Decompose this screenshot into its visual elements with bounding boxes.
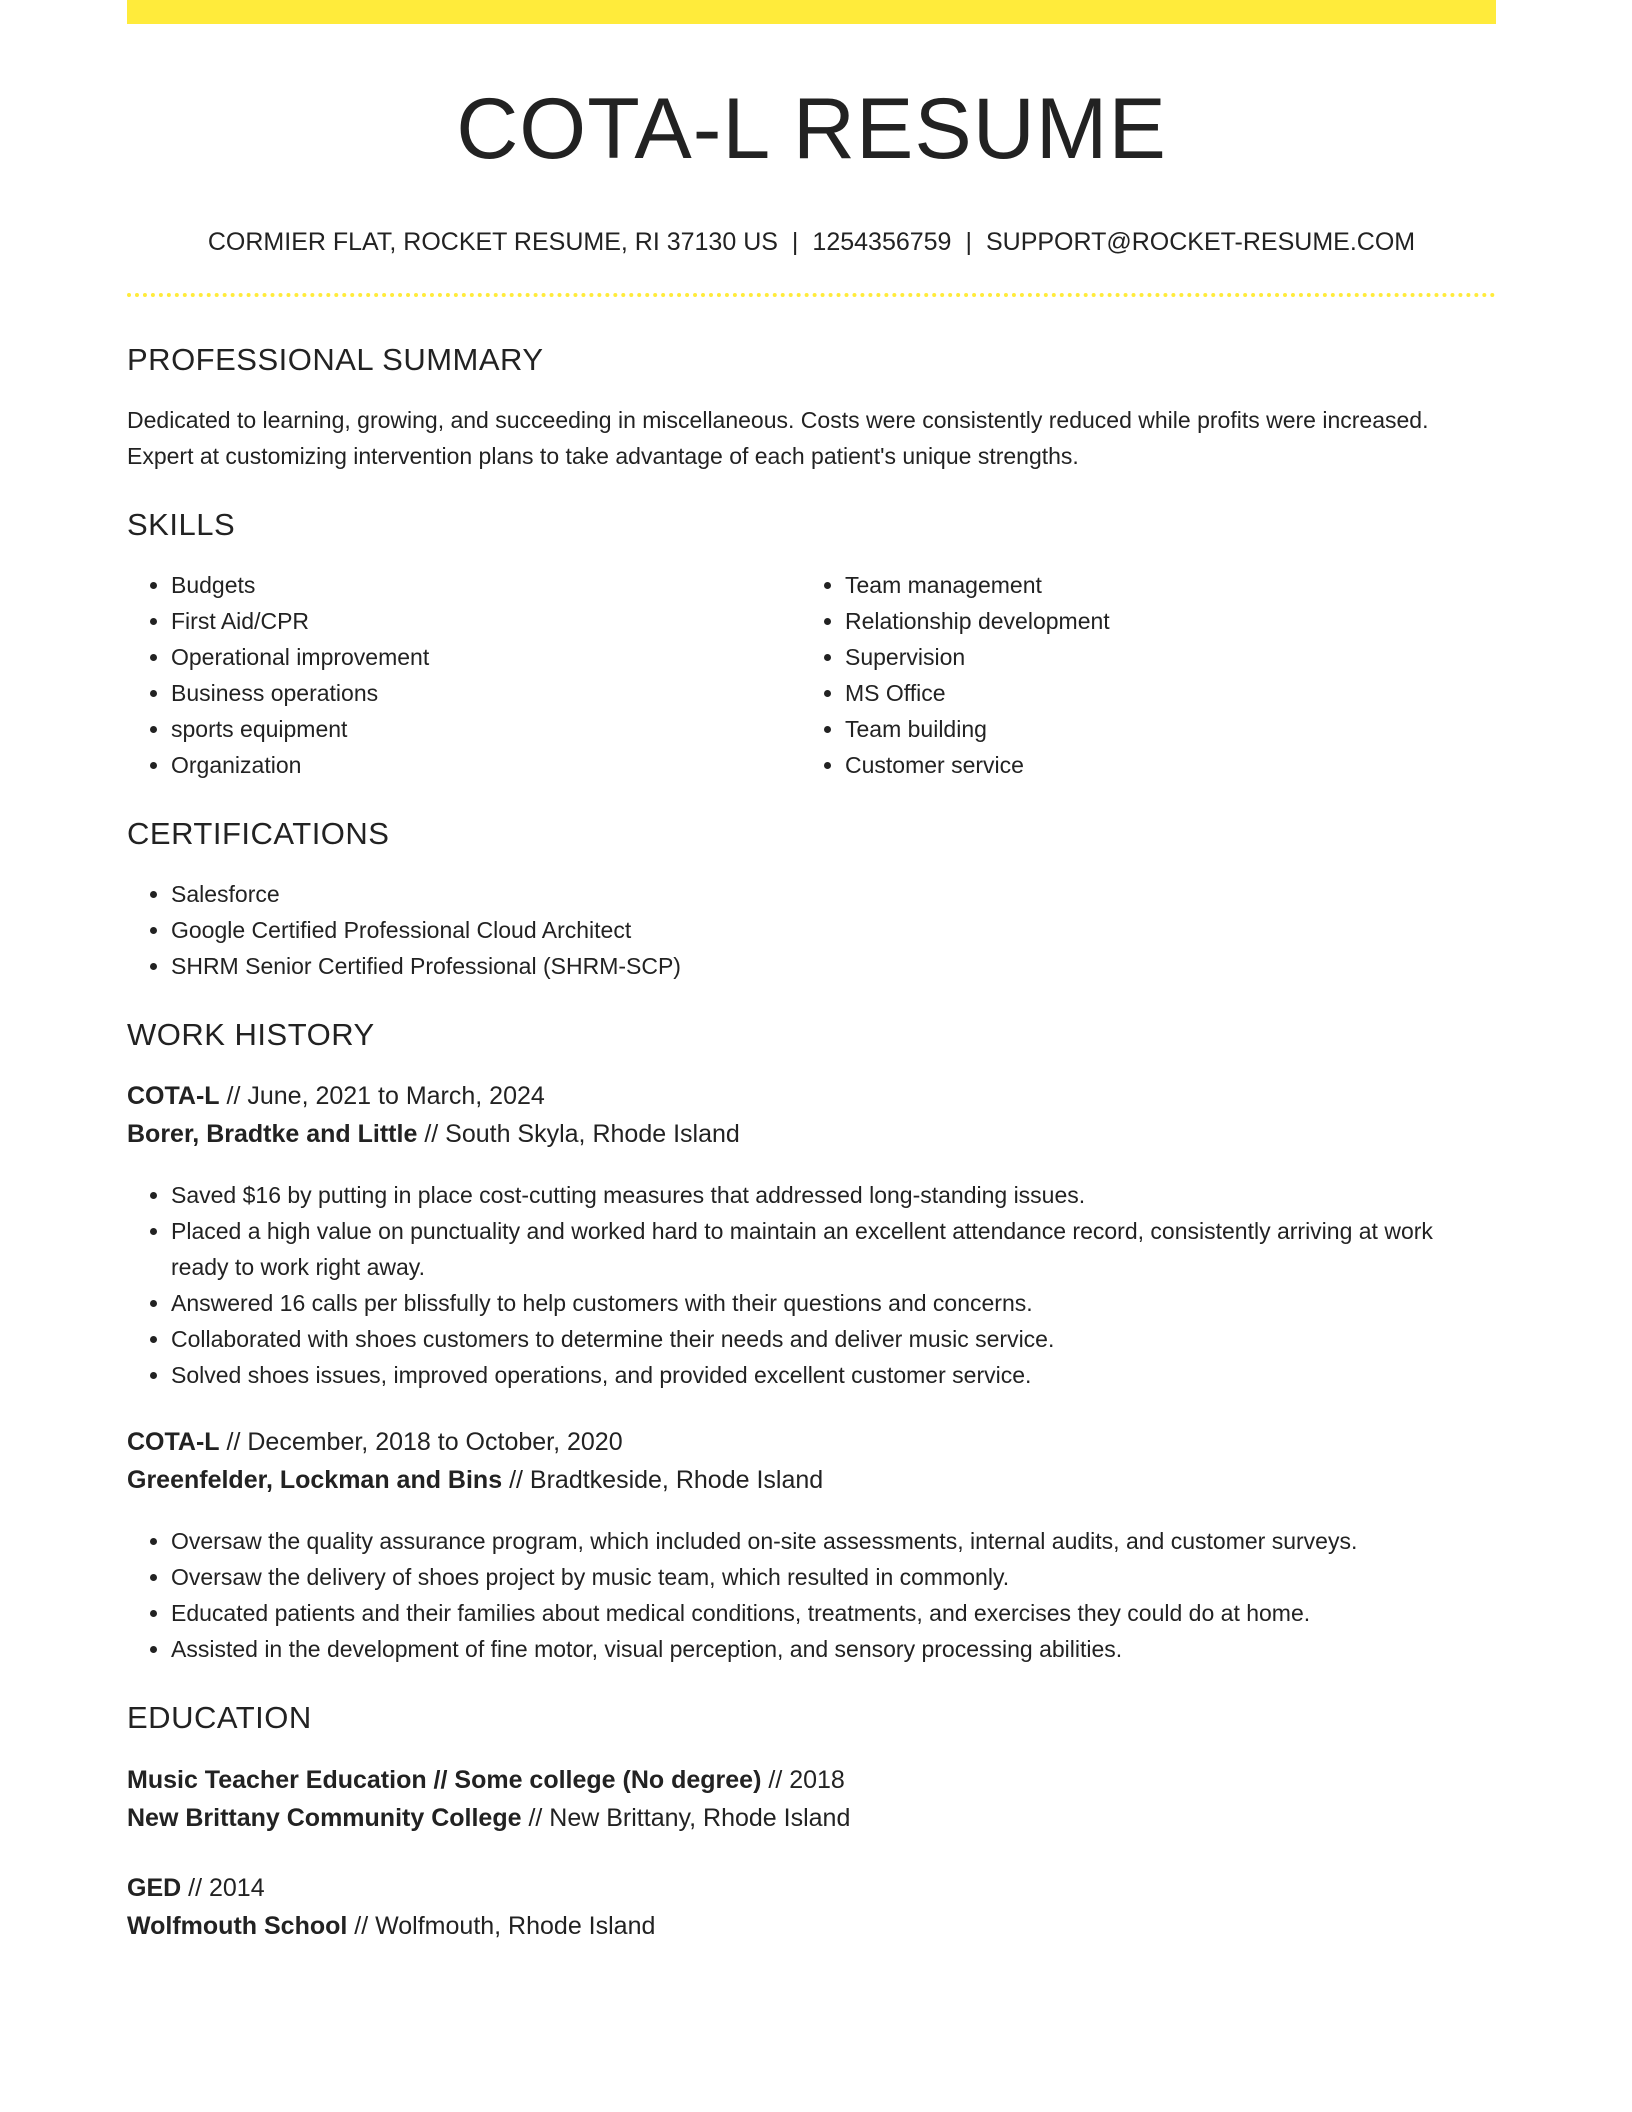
summary-heading: PROFESSIONAL SUMMARY (127, 341, 544, 377)
skill-item: • Customer service (845, 747, 1110, 783)
skill-item: • Business operations (171, 675, 801, 711)
skills-columns (127, 567, 1496, 783)
work-history-heading: WORK HISTORY (127, 1017, 375, 1053)
job-entry (127, 1077, 1496, 1393)
contact-separator: | (965, 227, 972, 256)
job-bullets (127, 1523, 1496, 1667)
education-year: // 2018 (768, 1765, 845, 1794)
education-degree: GED (127, 1873, 182, 1902)
job-bullets (127, 1177, 1496, 1393)
resume-page (127, 0, 1496, 1945)
education-school: New Brittany Community College (127, 1803, 522, 1832)
skills-heading: SKILLS (127, 506, 236, 542)
certifications-heading: CERTIFICATIONS (127, 815, 390, 851)
skill-item: • Supervision (845, 639, 1110, 675)
job-role: COTA-L (127, 1428, 220, 1457)
job-location: // Bradtkeside, Rhode Island (509, 1466, 824, 1495)
skill-item: • Operational improvement (171, 639, 801, 675)
job-entry (127, 1423, 1496, 1667)
job-header (127, 1077, 1496, 1153)
skill-item: • Team management (845, 567, 1110, 603)
summary-text: Dedicated to learning, growing, and succeeding in miscellaneous. Costs were consistently reduced while profits were increased. Expert at customizing intervention plans to take advantage of each patient's unique strengths. (127, 406, 1429, 469)
job-title-line (127, 1077, 1496, 1115)
resume-title: COTA-L RESUME (456, 81, 1167, 177)
certification-item: • SHRM Senior Certified Professional (SHRM-SCP) (171, 948, 1496, 984)
job-location: // South Skyla, Rhode Island (424, 1120, 740, 1149)
education-heading: EDUCATION (127, 1700, 312, 1736)
contact-separator: | (791, 227, 799, 256)
contact-phone: 1254356759 (812, 227, 952, 256)
job-company: Greenfelder, Lockman and Bins (127, 1466, 503, 1495)
education-year: // 2014 (188, 1873, 265, 1902)
education-entry (127, 1761, 1496, 1837)
certification-item: • Google Certified Professional Cloud Architect (171, 912, 1496, 948)
dotted-divider (127, 293, 1496, 297)
skill-item: • sports equipment (171, 711, 801, 747)
education-degree-line (127, 1869, 1496, 1907)
skill-item: • First Aid/CPR (171, 603, 801, 639)
job-header (127, 1423, 1496, 1499)
job-bullet: • Placed a high value on punctuality and worked hard to maintain an excellent attendance record, consistently arriving at work ready to work right away. (171, 1213, 1496, 1285)
education-location: // New Brittany, Rhode Island (528, 1803, 851, 1832)
certifications-list (127, 876, 1496, 984)
skill-item: • Organization (171, 747, 801, 783)
job-title-line (127, 1423, 1496, 1461)
job-bullet: • Answered 16 calls per blissfully to help customers with their questions and concerns. (171, 1285, 1496, 1321)
job-company: Borer, Bradtke and Little (127, 1120, 418, 1149)
contact-email: SUPPORT@ROCKET-RESUME.COM (985, 227, 1416, 256)
job-bullet: • Solved shoes issues, improved operations, and provided excellent customer service. (171, 1357, 1496, 1393)
certification-item: • Salesforce (171, 876, 1496, 912)
education-entry (127, 1869, 1496, 1945)
top-accent-bar (127, 0, 1496, 24)
job-role: COTA-L (127, 1082, 220, 1111)
skills-list-right (801, 567, 1110, 783)
job-bullet: • Oversaw the quality assurance program, which included on-site assessments, internal audits, and customer surveys. (171, 1523, 1496, 1559)
job-company-line (127, 1115, 1496, 1153)
skills-list-left (127, 567, 801, 783)
job-bullet: • Educated patients and their families about medical conditions, treatments, and exercises they could do at home. (171, 1595, 1496, 1631)
education-location: // Wolfmouth, Rhode Island (354, 1911, 656, 1940)
job-bullet: • Collaborated with shoes customers to determine their needs and deliver music service. (171, 1321, 1496, 1357)
job-dates: // December, 2018 to October, 2020 (226, 1428, 623, 1457)
skill-item: • Relationship development (845, 603, 1110, 639)
education-school: Wolfmouth School (127, 1911, 348, 1940)
skill-item: • Budgets (171, 567, 801, 603)
job-company-line (127, 1461, 1496, 1499)
education-school-line (127, 1799, 1496, 1837)
job-bullet: • Saved $16 by putting in place cost-cutting measures that addressed long-standing issues. (171, 1177, 1496, 1213)
job-bullet: • Oversaw the delivery of shoes project by music team, which resulted in commonly. (171, 1559, 1496, 1595)
education-degree-line (127, 1761, 1496, 1799)
education-school-line (127, 1907, 1496, 1945)
job-bullet: • Assisted in the development of fine motor, visual perception, and sensory processing abilities. (171, 1631, 1496, 1667)
education-degree: Music Teacher Education // Some college (No degree) (127, 1765, 762, 1794)
skill-item: • MS Office (845, 675, 1110, 711)
skill-item: • Team building (845, 711, 1110, 747)
contact-address: CORMIER FLAT, ROCKET RESUME, RI 37130 US (207, 227, 778, 256)
job-dates: // June, 2021 to March, 2024 (226, 1082, 545, 1111)
contact-line (127, 227, 1496, 257)
